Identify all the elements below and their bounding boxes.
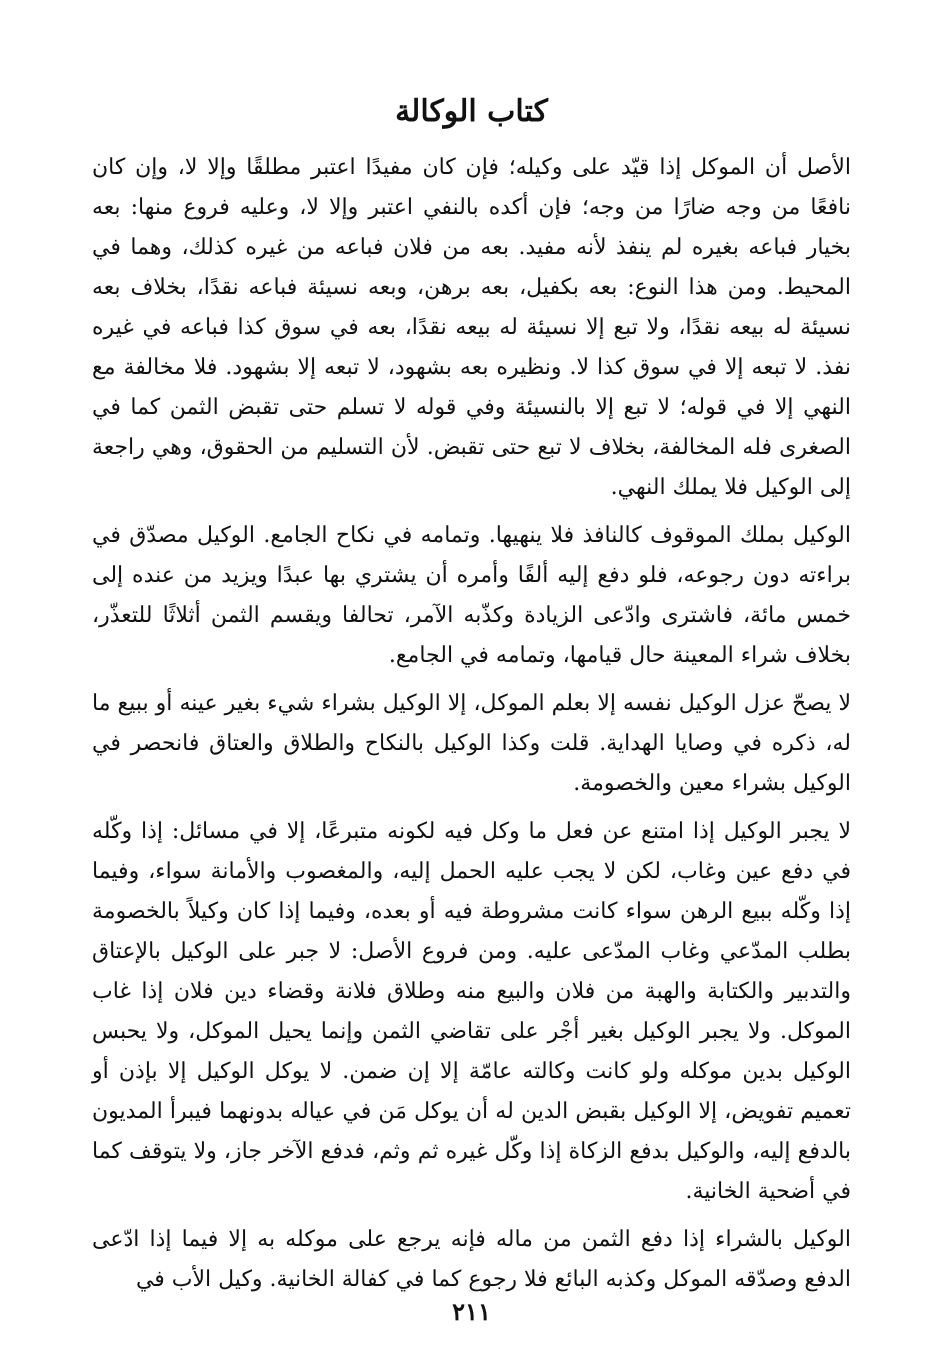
paragraph-3: لا يصحّ عزل الوكيل نفسه إلا بعلم الموكل، إلا الوكيل بشراء شيء بغير عينه أو ببيع ما له، ذكره في وصايا الهداية. قلت وكذا الوكيل بالنكاح والطلاق والعتاق فانحصر في الوكيل بشراء معين والخصومة.	[92, 691, 851, 796]
chapter-title: كتاب الوكالة	[395, 94, 548, 129]
paragraph-5: الوكيل بالشراء إذا دفع الثمن من ماله فإنه يرجع على موكله به إلا فيما إذا ادّعى الدفع وصدّقه الموكل وكذبه البائع فلا رجوع كما في كفالة الخانية. وكيل الأب في	[92, 1227, 851, 1292]
paragraph-4: لا يجبر الوكيل إذا امتنع عن فعل ما وكل فيه لكونه متبرعًا، إلا في مسائل: إذا وكّله في دفع عين وغاب، لكن لا يجب عليه الحمل إليه، والمغصوب والأمانة سواء، وفيما إذا وكّله ببيع الرهن سواء كانت مشروطة فيه أو بعده، وفيما إذا كان وكيلاً بالخصومة بطلب المدّعي وغاب المدّعى عليه. ومن فروع الأصل: لا جبر على الوكيل بالإعتاق والتدبير والكتابة والهبة من فلان والبيع منه وطلاق فلانة وقضاء دين فلان إذا غاب الموكل. ولا يجبر الوكيل بغير أجْر على تقاضي الثمن وإنما يحيل الموكل، ولا يحبس الوكيل بدين موكله ولو كانت وكالته عامّة إلا إن ضمن. لا يوكل الوكيل إلا بإذن أو تعميم تفويض، إلا الوكيل بقبض الدين له أن يوكل مَن في عياله بدونهما فيبرأ المديون بالدفع إليه، والوكيل بدفع الزكاة إذا وكّل غيره ثم وثم، فدفع الآخر جاز، ولا يتوقف كما في أضحية الخانية.	[92, 819, 852, 1204]
paragraph-2: الوكيل بملك الموقوف كالنافذ فلا ينهيها. وتمامه في نكاح الجامع. الوكيل مصدّق في براءته دون رجوعه، فلو دفع إليه ألفًا وأمره أن يشتري بها عبدًا ويزيد من عنده إلى خمس مائة، فاشترى وادّعى الزيادة وكذّبه الآمر، تحالفا ويقسم الثمن أثلاثًا للتعذّر، بخلاف شراء المعينة حال قيامها، وتمامه في الجامع.	[92, 523, 851, 668]
page-number: ٢١١	[452, 1297, 491, 1326]
paragraph-1: الأصل أن الموكل إذا قيّد على وكيله؛ فإن كان مفيدًا اعتبر مطلقًا وإلا لا، وإن كان نافعًا من وجه ضارًا من وجه؛ فإن أكده بالنفي اعتبر وإلا لا، وعليه فروع منها: بعه بخيار فباعه بغيره لم ينفذ لأنه مفيد. بعه من فلان فباعه من غيره كذلك، وهما في المحيط. ومن هذا النوع: بعه بكفيل، بعه برهن، وبعه نسيئة فباعه نقدًا، بخلاف بعه نسيئة له بيعه نقدًا، ولا تبع إلا نسيئة له بيعه نقدًا، بعه في سوق كذا فباعه في غيره نفذ. لا تبعه إلا في سوق كذا لا. ونظيره بعه بشهود، لا تبعه إلا بشهود. فلا مخالفة مع النهي إلا في قوله؛ لا تبع إلا بالنسيئة وفي قوله لا تسلم حتى تقبض الثمن كما في الصغرى فله المخالفة، بخلاف لا تبع حتى تقبض. لأن التسليم من الحقوق، وهي راجعة إلى الوكيل فلا يملك النهي.	[92, 155, 852, 500]
